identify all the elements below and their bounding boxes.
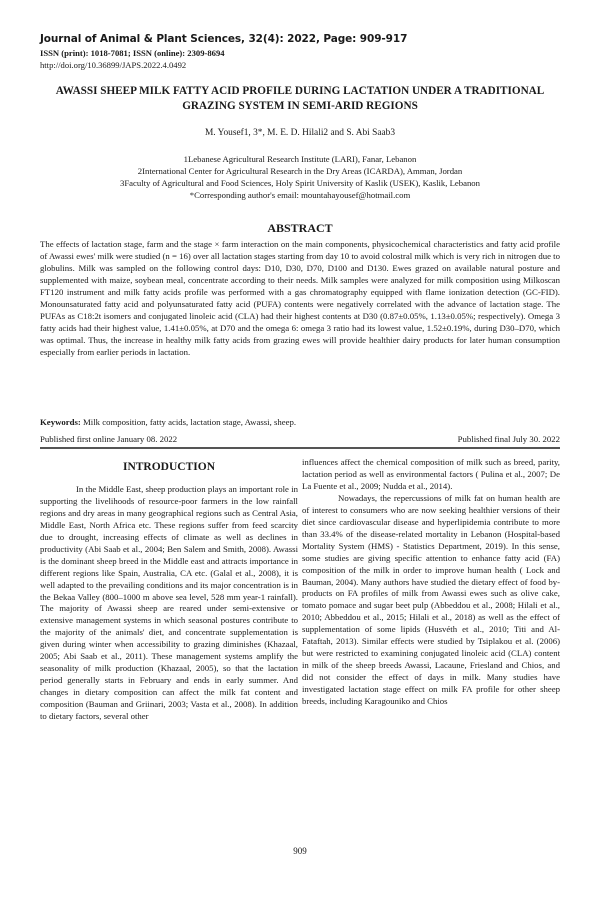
keywords-text: Milk composition, fatty acids, lactation stage, Awassi, sheep. xyxy=(80,417,297,427)
corresponding-email: *Corresponding author's email: mountahayousef@hotmail.com xyxy=(189,190,411,200)
abstract-heading: ABSTRACT xyxy=(267,221,333,235)
introduction-heading: INTRODUCTION xyxy=(122,461,215,473)
affiliation-3: 3Faculty of Agricultural and Food Sciences, Holy Spirit University of Kaslik (USEK), Kaslik, Lebanon xyxy=(120,178,480,188)
header-divider xyxy=(40,447,560,449)
affiliations xyxy=(0,153,600,201)
keywords xyxy=(40,417,560,427)
published-first: Published first online January 08. 2022 xyxy=(40,434,178,444)
intro-paragraph-2: Nowadays, the repercussions of milk fat on human health are of interest to consumers who are now seeking healthier versions of their diet since cardiovascular disease and hyperlipidemia contribute to more than 33.4% of the disease-related mortality in Lebanon (Hospital-based Mortality System (HMS) - Statistics Department, 2019). In this sense, some studies are giving specific attention to enhance fatty acid (FA) composition of the milk in order to improve human health ( Lock and Bauman, 2004). Many authors have studied the dietary effect of food by-products on FA profiles of milk from Awassi ewes such as olive cake, tomato pomace and sugar beet pulp (Abbeddou et al., 2008; Hilali et al., 2010; Abbeddou et al., 2015; Hilali et al., 2018) as well as the effect of supplementation of some lipids (Husvéth et al., 2010; Titi and Al-Fataftah, 2013). Similar effects were studied by Tsiplakou et al. (2006) but were restricted to examining conjugated linoleic acid (CLA) content in milk of the sheep breeds Awassi, Lacaune, Friesland and Chios, and did not consider the effect of days in milk. Many studies have investigated lactation stage effect on milk FA profile for other sheep breeds, including Karagouniko and Chios xyxy=(302,492,560,707)
published-final: Published final July 30. 2022 xyxy=(457,434,560,444)
doi-link[interactable]: http://doi.org/10.36899/JAPS.2022.4.0492 xyxy=(40,60,187,70)
left-column xyxy=(40,462,298,723)
right-column xyxy=(302,457,560,708)
intro-paragraph-continued: influences affect the chemical composition of milk such as breed, parity, lactation period as well as environmental factors ( Pulina et al., 2007; De La Fuente et al., 2009; Nudda et al., 2014). xyxy=(302,457,560,491)
page-number: 909 xyxy=(293,846,307,856)
intro-paragraph-1: In the Middle East, sheep production plays an important role in supporting the livelihoods of resource-poor farmers in the low rainfall regions and dry areas in many geographical regions such as Central Asia, Middle East, North Africa etc. These regions suffer from feed scarcity due to drought, increasing effects of climate as well as declines in productivity (Abi Saab et al., 2004; Ben Salem and Smith, 2008). Awassi is the dominant sheep breed in the Middle east and attracts importance in different regions like Spain, Australia, CA etc. (Galal et al., 2008), it is well adapted to the prevailing conditions and its major concentration is in the Bekaa Valley (800–1000 m above sea level, 528 mm year-1 rainfall). The majority of Awassi sheep are reared under semi-extensive or extensive management systems in which seasonal postures contribute to the majority of the animals' diet, and concentrate supplementation is given during winter when accessibility to grazing diminishes (Khazaal, 2005; Abi Saab et al., 2011). These management systems amplify the seasonality of milk production (Khazaal, 2005), so that the lactation period generally starts in February and ends in early summer. And changes in dietary composition can affect the milk fat content and composition (Bauman and Griinari, 2003; Vasta et al., 2008). In addition to dietary factors, several other xyxy=(40,483,298,722)
paper-title: AWASSI SHEEP MILK FATTY ACID PROFILE DURING LACTATION UNDER A TRADITIONAL GRAZING SYSTEM IN SEMI-ARID REGIONS xyxy=(55,85,545,112)
keywords-label: Keywords: xyxy=(40,417,81,427)
issn-line: ISSN (print): 1018-7081; ISSN (online): 2309-8694 xyxy=(40,48,225,58)
abstract-text: The effects of lactation stage, farm and the stage × farm interaction on the main components, physicochemical characteristics and fatty acid profile of Awassi ewes' milk were studied (n = 16) over all lactation stages starting from day 10 to avoid colostral milk which is very rich in nitrogen due to globulins. Milk was sampled on the following control days: D10, D30, D70, D100 and D130. Ewes grazed on available natural posture and supplemented with maize, soybean meal, concentrate according to their needs. Milk samples were analyzed for milk composition using Milkoscan FT120 instrument and milk fatty acids profile was performed with a gas chromatography equipped with flame ionization detection (GC-FID). Monounsaturated fatty acid and polyunsaturated fatty acid (PUFA) contents were negatively correlated with the advance of lactation stage. The PUFAs as C18:2t isomers and conjugated linoleic acid (CLA) had their highest contents at D30 (0.87±0.05%, 1.13±0.05%; respectively). Omega 3 fatty acids had their highest value, 1.41±0.05%, at D70 and the omega 6: omega 3 ratio had its lowest value, 1.52±0.19%, during D30–D70, which was optimal. Thus, the increase in healthy milk fatty acids from grazing ewes will provide healthier dairy products for later human consumption especially from earlier periods in lactation. xyxy=(40,239,560,357)
journal-citation: Journal of Animal & Plant Sciences, 32(4): 2022, Page: 909-917 xyxy=(40,33,408,45)
affiliation-1: 1Lebanese Agricultural Research Institute (LARI), Fanar, Lebanon xyxy=(183,154,417,164)
affiliation-2: 2International Center for Agricultural Research in the Dry Areas (ICARDA), Amman, Jordan xyxy=(137,166,463,176)
publication-dates xyxy=(40,434,560,444)
author-list: M. Yousef1, 3*, M. E. D. Hilali2 and S. Abi Saab3 xyxy=(204,128,396,138)
